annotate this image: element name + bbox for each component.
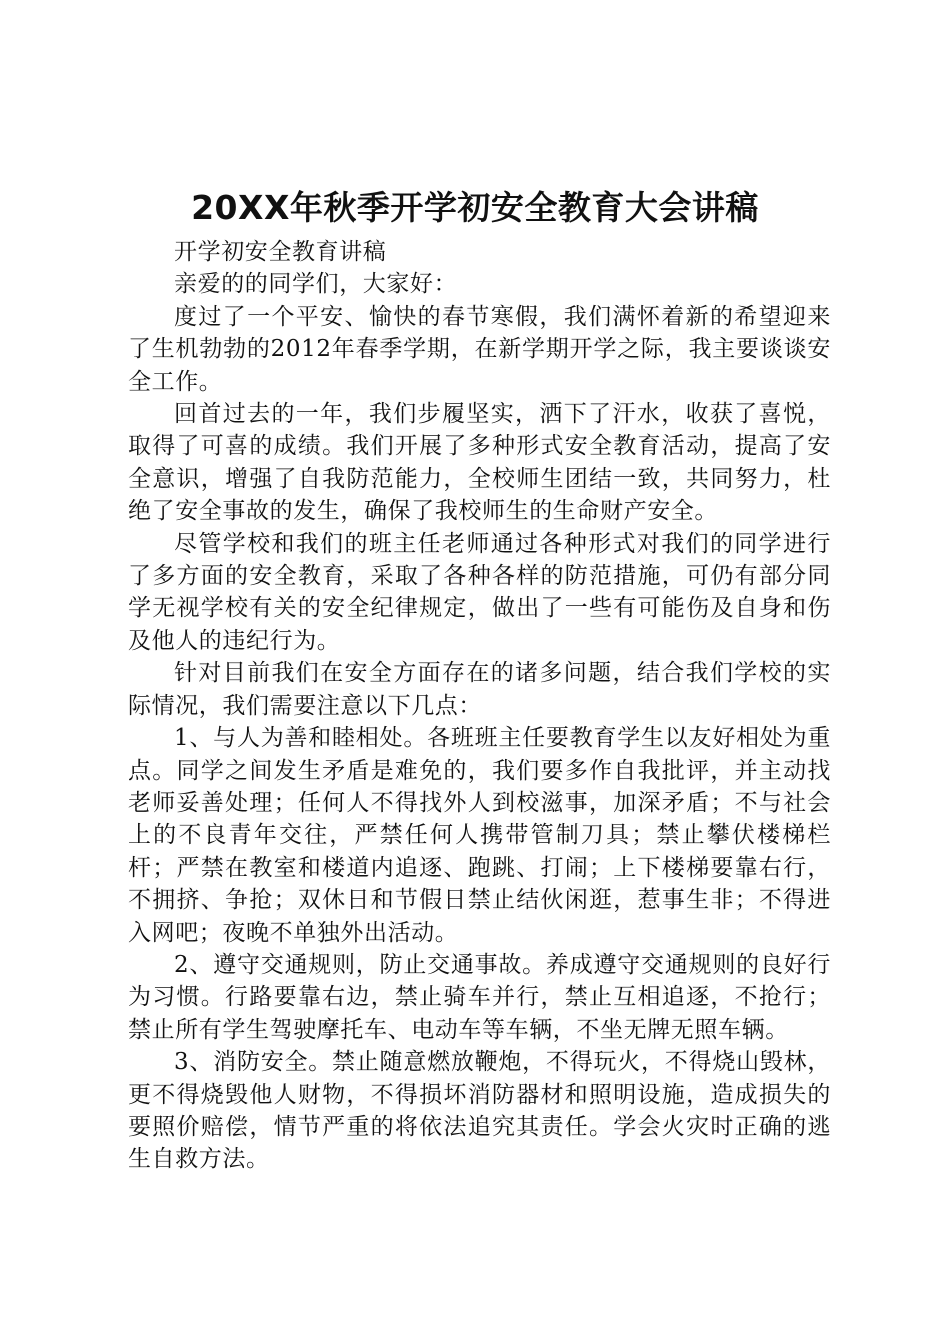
paragraph-point-3: 3、消防安全。禁止随意燃放鞭炮，不得玩火，不得烧山毁林，更不得烧毁他人财物，不得损坏消防器材和照明设施，造成损失的要照价赔偿，情节严重的将依法追究其责任。学会火灾时正确的逃生自救方法。 [128,1049,831,1173]
paragraph-problems: 尽管学校和我们的班主任老师通过各种形式对我们的同学进行了多方面的安全教育，采取了各种各样的防范措施，可仍有部分同学无视学校有关的安全纪律规定，做出了一些有可能伤及自身和伤及他人的违纪行为。 [128,530,831,654]
paragraph-points-intro: 针对目前我们在安全方面存在的诸多问题，结合我们学校的实际情况，我们需要注意以下几点： [128,660,831,719]
paragraph-greeting: 亲爱的的同学们，大家好： [174,271,458,298]
paragraph-intro: 度过了一个平安、愉快的春节寒假，我们满怀着新的希望迎来了生机勃勃的2012年春季学期，在新学期开学之际，我主要谈谈安全工作。 [128,303,831,395]
paragraph-point-2: 2、遵守交通规则，防止交通事故。养成遵守交通规则的良好行为习惯。行路要靠右边，禁止骑车并行，禁止互相追逐，不抢行；禁止所有学生驾驶摩托车、电动车等车辆，不坐无牌无照车辆。 [128,951,831,1043]
paragraph-review: 回首过去的一年，我们步履坚实，洒下了汗水，收获了喜悦，取得了可喜的成绩。我们开展了多种形式安全教育活动，提高了安全意识，增强了自我防范能力，全校师生团结一致，共同努力，杜绝了安全事故的发生，确保了我校师生的生命财产安全。 [128,401,831,525]
document-body [128,236,831,1176]
document-title: 20XX年秋季开学初安全教育大会讲稿 [191,188,759,227]
paragraph-heading: 开学初安全教育讲稿 [174,239,387,265]
paragraph-point-1: 1、与人为善和睦相处。各班班主任要教育学生以友好相处为重点。同学之间发生矛盾是难免的，我们要多作自我批评，并主动找老师妥善处理；任何人不得找外人到校滋事，加深矛盾；不与社会上的不良青年交往，严禁任何人携带管制刀具；禁止攀伏楼梯栏杆；严禁在教室和楼道内追逐、跑跳、打闹；上下楼梯要靠右行，不拥挤、争抢；双休日和节假日禁止结伙闲逛，惹事生非；不得进入网吧；夜晚不单独外出活动。 [128,725,831,946]
